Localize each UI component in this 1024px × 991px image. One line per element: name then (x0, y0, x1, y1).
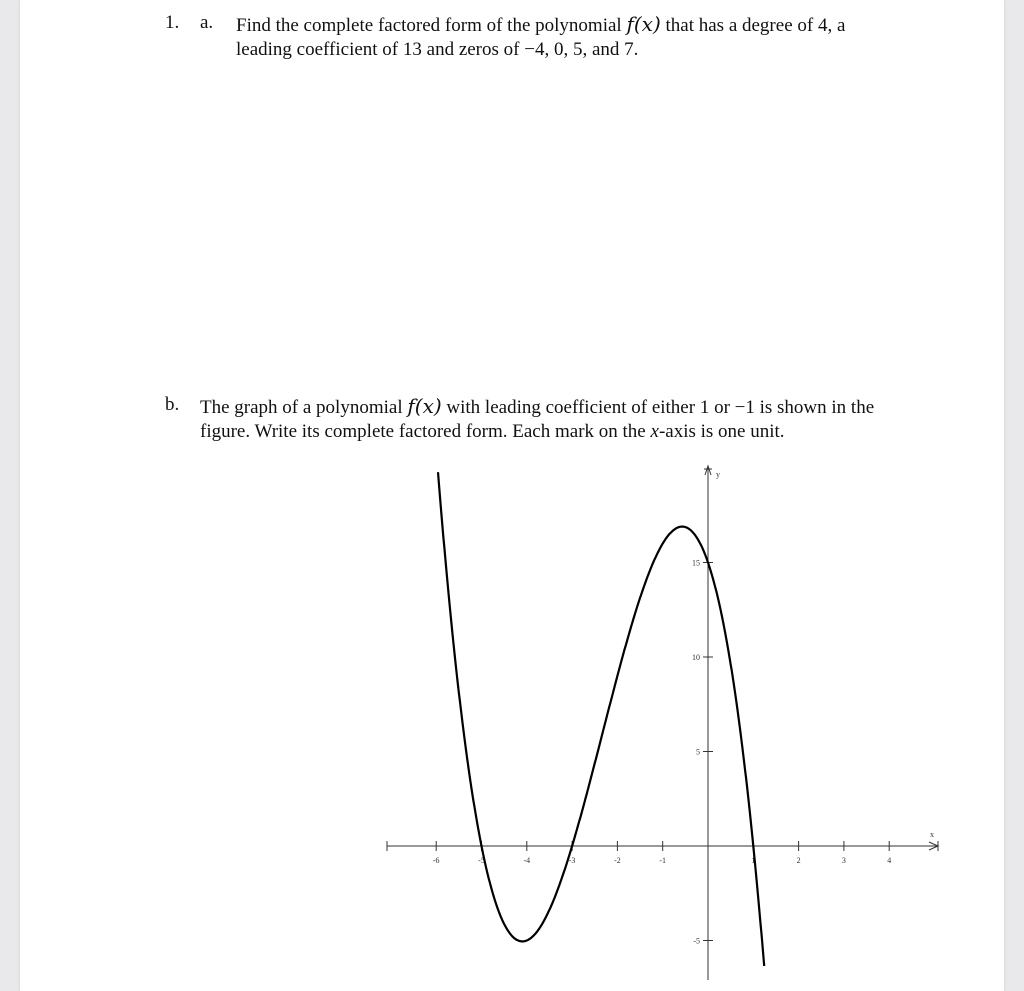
x-tick-label: 4 (887, 856, 892, 865)
x-tick-label: -4 (523, 856, 531, 865)
part-b-function-notation: f(x) (407, 394, 442, 418)
x-tick-label: 3 (841, 856, 846, 865)
part-b-text-3: -axis is one unit. (658, 421, 785, 442)
y-tick-label: 15 (692, 558, 700, 568)
x-axis-label: x (930, 830, 934, 839)
part-b-label: b. (165, 394, 180, 415)
part-a-function-notation: f(x) (626, 12, 661, 36)
part-a-label: a. (200, 12, 214, 33)
x-tick-label: -5 (478, 856, 485, 865)
y-tick-label: -5 (693, 936, 700, 946)
x-tick-label: -1 (659, 856, 667, 865)
y-axis-label: y (716, 470, 720, 479)
part-a-text-1: Find the complete factored form of the polynomial (236, 15, 627, 36)
x-tick-label: -3 (568, 856, 576, 865)
part-a-text-2: that has a degree of 4, a leading coefficient of 13 and zeros of −4, 0, 5, and 7. (236, 15, 846, 60)
curve-f-x (438, 472, 764, 966)
x-tick-label: 2 (796, 856, 801, 865)
x-tick-label: -6 (432, 856, 440, 865)
problem-number: 1. (165, 12, 180, 33)
part-b-text-2: with leading coefficient of either 1 or −1 is shown in the figure. Write its complete factored form. Each mark on the (200, 397, 875, 442)
x-tick-label: -2 (614, 856, 621, 865)
y-tick-label: 10 (692, 653, 700, 662)
part-b-text-1: The graph of a polynomial (200, 397, 408, 418)
x-tick-label: 1 (751, 856, 756, 865)
part-b-x-variable: x (650, 421, 659, 442)
y-tick-label: 5 (696, 747, 700, 757)
